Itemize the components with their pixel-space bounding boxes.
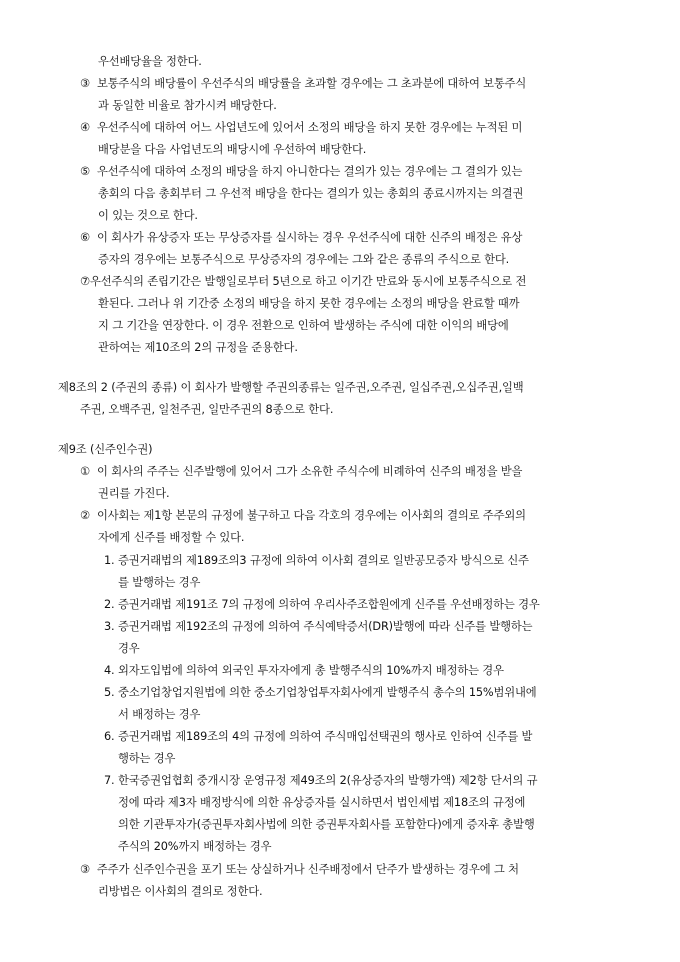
art8-item-7-line-4: 관하여는 제10조의 2의 규정을 준용한다. <box>98 341 298 354</box>
art9-item-3-line-2: 리방법은 이사회의 결의로 정한다. <box>98 885 263 898</box>
art8-item-7-line-1: ⑦우선주식의 존립기간은 발행일로부터 5년으로 하고 이기간 만료와 동시에 보통주식으로 전 <box>80 275 527 288</box>
circle-number-6: ⑥ <box>80 231 90 244</box>
circle-number-5: ⑤ <box>80 165 90 178</box>
circle-number-1: ① <box>80 465 90 478</box>
art8-item-7-line-2: 환된다. 그러나 위 기간중 소정의 배당을 하지 못한 경우에는 소정의 배당을 완료할 때까 <box>98 297 520 310</box>
art8-item-6-line-2: 증자의 경우에는 보통주식으로 무상증자의 경우에는 그와 같은 종류의 주식으로 한다. <box>98 253 510 266</box>
circle-number-3: ③ <box>80 77 90 90</box>
art9-item-1-line-1: ① 이 회사의 주주는 신주발행에 있어서 그가 소유한 주식수에 비례하여 신주의 배정을 받을 <box>80 462 522 482</box>
art9-item-1-line-2: 권리를 가진다. <box>98 487 170 500</box>
art9-title: 제9조 (신주인수권) <box>58 443 153 456</box>
subitem-7-line-2: 정에 따라 제3자 배정방식에 의한 유상증자를 실시하면서 법인세법 제18조의 규정에 <box>118 796 526 809</box>
art8-item-3-line-2: 과 동일한 비율로 참가시켜 배당한다. <box>98 99 277 112</box>
subitem-7-line-4: 주식의 20%까지 배정하는 경우 <box>118 840 272 853</box>
art8-2-line-2: 주권, 오백주권, 일천주권, 일만주권의 8종으로 한다. <box>80 403 334 416</box>
circle-number-7: ⑦ <box>80 275 90 288</box>
art8-item-4-line-1: ④ 우선주식에 대하여 어느 사업년도에 있어서 소정의 배당을 하지 못한 경우에는 누적된 미 <box>80 118 522 138</box>
subitem-4-line-1: 4. 외자도입법에 의하여 외국인 투자자에게 총 발행주식의 10%까지 배정하는 경우 <box>104 664 504 677</box>
circle-number-4: ④ <box>80 121 90 134</box>
art8-item-5-line-1: ⑤ 우선주식에 대하여 소정의 배당을 하지 아니한다는 결의가 있는 경우에는 그 결의가 있는 <box>80 162 522 182</box>
art9-item-3-line-1: ③ 주주가 신주인수권을 포기 또는 상실하거나 신주배정에서 단주가 발생하는 경우에 그 처 <box>80 860 519 880</box>
subitem-2-line-1: 2. 증권거래법 제191조 7의 규정에 의하여 우리사주조합원에게 신주를 우선배정하는 경우 <box>104 598 540 611</box>
subitem-1-line-1: 1. 증권거래법의 제189조의3 규정에 의하여 이사회 결의로 일반공모증자 방식으로 신주 <box>104 554 529 567</box>
subitem-6-line-2: 행하는 경우 <box>118 752 176 765</box>
subitem-1-line-2: 를 발행하는 경우 <box>118 576 201 589</box>
art9-item-2-line-2: 자에게 신주를 배정할 수 있다. <box>98 531 245 544</box>
art8-item-6-line-1: ⑥ 이 회사가 유상증자 또는 무상증자를 실시하는 경우 우선주식에 대한 신주의 배정은 유상 <box>80 228 522 248</box>
art8-item-7-line-3: 지 그 기간을 연장한다. 이 경우 전환으로 인하여 발생하는 주식에 대한 이익의 배당에 <box>98 319 509 332</box>
subitem-7-line-1: 7. 한국증권업협회 중개시장 운영규정 제49조의 2(유상증자의 발행가액) 제2항 단서의 규 <box>104 774 538 787</box>
art8-item-5-line-3: 이 있는 것으로 한다. <box>98 209 198 222</box>
subitem-3-line-1: 3. 증권거래법 제192조의 규정에 의하여 주식예탁증서(DR)발행에 따라 신주를 발행하는 <box>104 620 533 633</box>
circle-number-2: ② <box>80 509 90 522</box>
art8-item-5-line-2: 총회의 다음 총회부터 그 우선적 배당을 한다는 결의가 있는 총회의 종료시까지는 의결권 <box>98 187 524 200</box>
circle-number-3: ③ <box>80 863 90 876</box>
subitem-5-line-2: 서 배정하는 경우 <box>118 708 201 721</box>
art8-item-3-line-1: ③ 보통주식의 배당률이 우선주식의 배당률을 초과할 경우에는 그 초과분에 대하여 보통주식 <box>80 74 526 94</box>
subitem-7-line-3: 의한 기관투자가(증권투자회사법에 의한 증권투자회사를 포함한다)에게 증자후 총발행 <box>118 818 535 831</box>
art9-item-2-line-1: ② 이사회는 제1항 본문의 규정에 불구하고 다음 각호의 경우에는 이사회의 결의로 주주외의 <box>80 506 526 526</box>
subitem-3-line-2: 경우 <box>118 642 140 655</box>
intro-line: 우선배당율을 정한다. <box>98 55 202 68</box>
art8-2-line-1: 제8조의 2 (주권의 종류) 이 회사가 발행할 주권의종류는 일주권,오주권, 일십주권,오십주권,일백 <box>58 381 524 394</box>
art8-item-4-line-2: 배당분을 다음 사업년도의 배당시에 우선하여 배당한다. <box>98 143 367 156</box>
subitem-5-line-1: 5. 중소기업창업지원법에 의한 중소기업창업투자회사에게 발행주식 총수의 15%범위내에 <box>104 686 537 699</box>
subitem-6-line-1: 6. 증권거래법 제189조의 4의 규정에 의하여 주식매입선택권의 행사로 인하여 신주를 발 <box>104 730 533 743</box>
